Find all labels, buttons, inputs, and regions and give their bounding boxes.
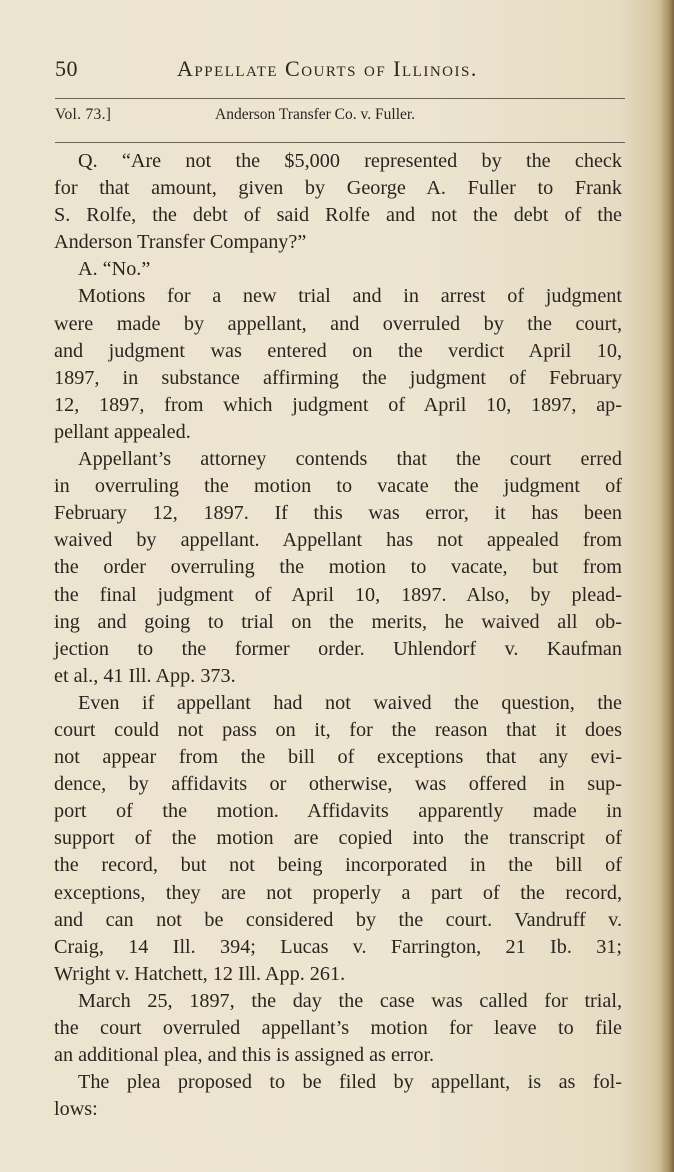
text-line: for that amount, given by George A. Fuller to Frank xyxy=(54,177,622,200)
text-line: and can not be considered by the court. Vandruff v. xyxy=(54,908,622,931)
running-head xyxy=(55,52,615,86)
text-line: waived by appellant. Appellant has not appealed from xyxy=(54,529,622,552)
page-number: 50 xyxy=(55,56,78,81)
text-line: The plea proposed to be filed by appellant, is as fol- xyxy=(78,1071,622,1094)
text-line: A. “No.” xyxy=(78,258,151,281)
text-line: Craig, 14 Ill. 394; Lucas v. Farrington, 21 Ib. 31; xyxy=(54,935,622,958)
text-line: Appellant’s attorney contends that the court erred xyxy=(78,448,622,471)
text-line: Even if appellant had not waived the question, the xyxy=(78,691,622,714)
text-line: Anderson Transfer Company?” xyxy=(54,231,307,254)
body-text xyxy=(54,148,622,1123)
text-line: port of the motion. Affidavits apparently made in xyxy=(54,800,622,823)
volume-reference: Vol. 73.] xyxy=(55,106,112,123)
text-line: ing and going to trial on the merits, he waived all ob- xyxy=(54,610,622,633)
text-line: jection to the former order. Uhlendorf v. Kaufman xyxy=(54,637,622,660)
text-line: March 25, 1897, the day the case was called for trial, xyxy=(78,989,622,1012)
text-line: and judgment was entered on the verdict April 10, xyxy=(54,339,622,362)
header-rule-top xyxy=(55,98,625,99)
text-line: an additional plea, and this is assigned as error. xyxy=(54,1044,435,1067)
text-line: were made by appellant, and overruled by the court, xyxy=(54,312,622,335)
text-line: exceptions, they are not properly a part of the record, xyxy=(54,881,622,904)
text-line: Motions for a new trial and in arrest of judgment xyxy=(78,285,622,308)
header-rule-bottom xyxy=(55,142,625,143)
journal-title: Appellate Courts of Illinois. xyxy=(177,56,478,81)
text-line: lows: xyxy=(54,1098,98,1121)
text-line: not appear from the bill of exceptions that any evi- xyxy=(54,746,622,769)
case-header xyxy=(55,106,615,134)
text-line: the record, but not being incorporated in the bill of xyxy=(54,854,622,877)
text-line: dence, by affidavits or otherwise, was offered in sup- xyxy=(54,773,622,796)
text-line: et al., 41 Ill. App. 373. xyxy=(54,664,236,687)
page-edge-shadow xyxy=(660,0,674,1172)
text-line: the order overruling the motion to vacate, but from xyxy=(54,556,622,579)
text-line: in overruling the motion to vacate the judgment of xyxy=(54,475,622,498)
text-line: 1897, in substance affirming the judgment of February xyxy=(54,366,622,389)
text-line: Wright v. Hatchett, 12 Ill. App. 261. xyxy=(54,962,346,985)
text-line: 12, 1897, from which judgment of April 10, 1897, ap- xyxy=(54,393,622,416)
text-line: pellant appealed. xyxy=(54,420,191,443)
text-line: the final judgment of April 10, 1897. Also, by plead- xyxy=(54,583,622,606)
case-name: Anderson Transfer Co. v. Fuller. xyxy=(215,106,416,123)
text-line: Q. “Are not the $5,000 represented by the check xyxy=(78,150,622,172)
text-line: S. Rolfe, the debt of said Rolfe and not the debt of the xyxy=(54,204,622,227)
text-line: the court overruled appellant’s motion for leave to file xyxy=(54,1017,622,1039)
text-line: support of the motion are copied into the transcript of xyxy=(54,827,622,850)
text-line: February 12, 1897. If this was error, it has been xyxy=(54,502,622,525)
text-line: court could not pass on it, for the reason that it does xyxy=(54,718,622,741)
